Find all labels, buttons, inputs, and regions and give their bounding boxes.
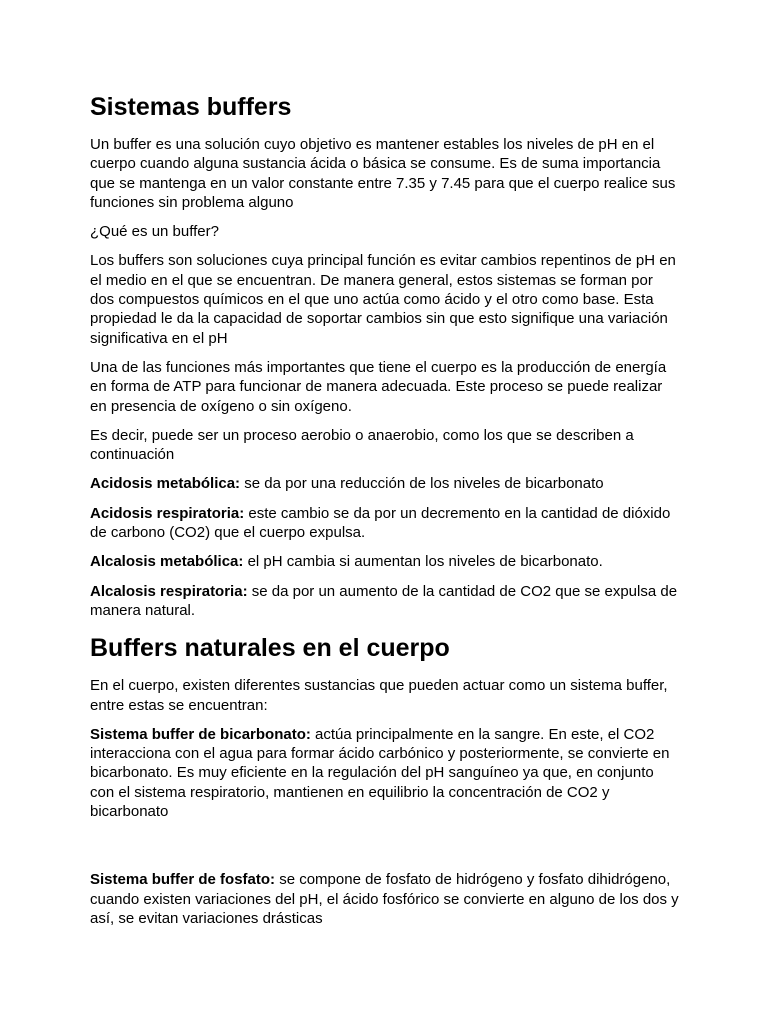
- paragraph-buffer-definition: Un buffer es una solución cuyo objetivo es mantener estables los niveles de pH en el cuerpo cuando alguna sustancia ácida o básica se consume. Es de suma importancia que se mantenga en un valor constante entre 7.35 y 7.45 para que el cuerpo realice sus funciones sin problema alguno: [90, 136, 676, 211]
- blank-spacer: [90, 831, 680, 870]
- paragraph-intro-buffers-naturales: En el cuerpo, existen diferentes sustancias que pueden actuar como un sistema buffer, entre estas se encuentran:: [90, 677, 668, 714]
- paragraph-atp: Una de las funciones más importantes que tiene el cuerpo es la producción de energía en forma de ATP para funcionar de manera adecuada. Este proceso se puede realizar en presencia de oxígeno o sin oxígeno.: [90, 358, 667, 415]
- paragraph-buffer-function: Los buffers son soluciones cuya principal función es evitar cambios repentinos de pH en el medio en el que se encuentran. De manera general, estos sistemas se forman por dos compuestos químicos en el que uno actúa como ácido y el otro como base. Esta propiedad le da la capacidad de soportar cambios sin que esto signifique una variación significativa en el pH: [90, 252, 676, 347]
- definition-term: Acidosis metabólica:: [90, 475, 241, 493]
- paragraph-question: ¿Qué es un buffer?: [90, 223, 219, 241]
- paragraph-aerobic: Es decir, puede ser un proceso aerobio o anaerobio, como los que se describen a continuación: [90, 426, 634, 464]
- definition-alcalosis-respiratoria: [90, 582, 680, 621]
- system-term: Sistema buffer de fosfato:: [90, 871, 276, 889]
- system-term: Sistema buffer de bicarbonato:: [90, 725, 311, 743]
- definition-text: se da por una reducción de los niveles de bicarbonato: [240, 475, 604, 493]
- definition-term: Alcalosis metabólica:: [90, 553, 244, 571]
- system-fosfato: [90, 870, 680, 928]
- definition-acidosis-metabolica: [90, 474, 680, 493]
- system-text: se compone de fosfato de hidrógeno y fosfato dihidrógeno, cuando existen variaciones del pH, el ácido fosfórico se convierte en alguno de los dos y así, se evitan variaciones drásticas: [90, 871, 679, 927]
- system-bicarbonato: [90, 725, 680, 821]
- definition-text: el pH cambia si aumentan los niveles de bicarbonato.: [243, 553, 603, 571]
- definition-text: este cambio se da por un decremento en la cantidad de dióxido de carbono (CO2) que el cuerpo expulsa.: [90, 504, 671, 542]
- definition-text: se da por un aumento de la cantidad de CO2 que se expulsa de manera natural.: [90, 582, 678, 619]
- section-title-sistemas-buffers: Sistemas buffers: [90, 93, 292, 121]
- definition-acidosis-respiratoria: [90, 504, 680, 543]
- definition-term: Alcalosis respiratoria:: [90, 582, 248, 600]
- definition-term: Acidosis respiratoria:: [90, 504, 245, 522]
- definition-alcalosis-metabolica: [90, 552, 680, 571]
- section-title-buffers-naturales: Buffers naturales en el cuerpo: [90, 634, 450, 663]
- system-text: actúa principalmente en la sangre. En este, el CO2 interacciona con el agua para formar ácido carbónico y posteriormente, se convierte en bicarbonato. Es muy eficiente en la regulación del pH sanguíneo ya que, en conjunto con el sistema respiratorio, mantienen en equilibrio la concentración de CO2 y bicarbonato: [90, 725, 670, 821]
